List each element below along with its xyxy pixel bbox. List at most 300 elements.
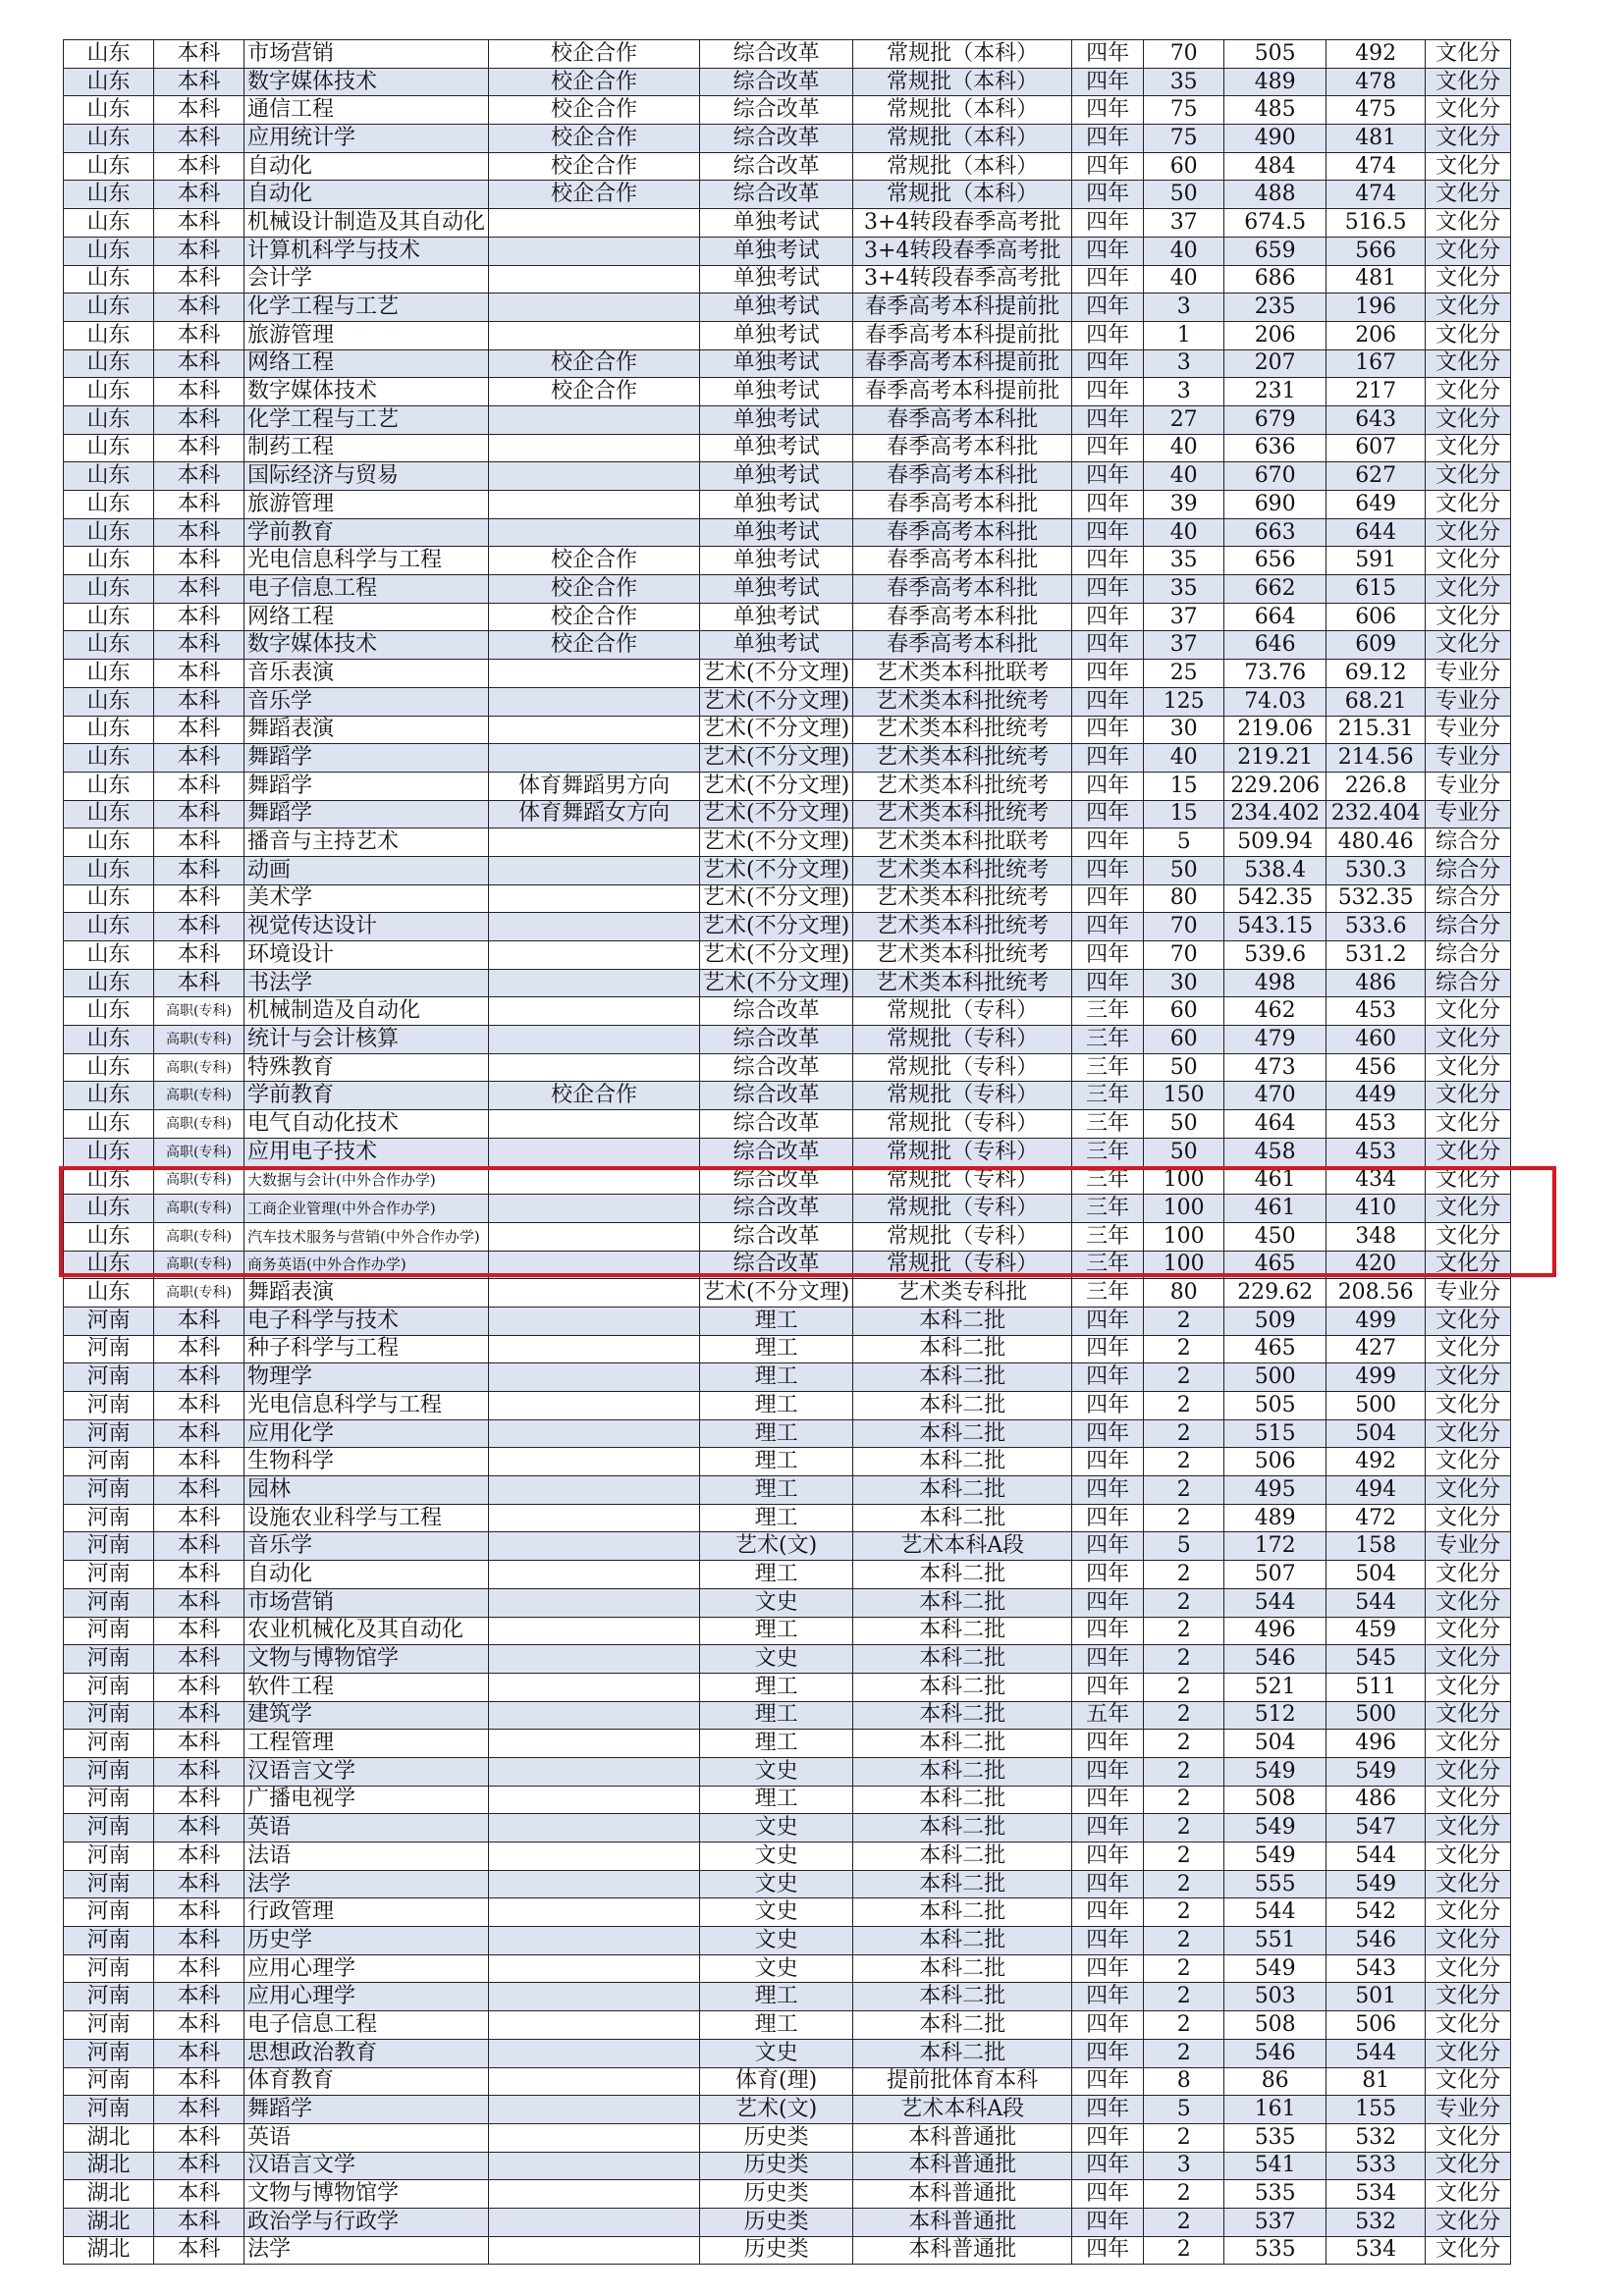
duration-cell: 四年	[1072, 687, 1144, 716]
min-score-cell: 499	[1326, 1307, 1426, 1335]
major-cell: 电子科学与技术	[244, 1307, 489, 1335]
score-type-cell: 文化分	[1426, 1645, 1511, 1674]
batch-cell: 本科普通批	[853, 2152, 1072, 2180]
major-cell: 动画	[244, 856, 489, 884]
duration-cell: 四年	[1072, 1419, 1144, 1448]
score-type-cell: 文化分	[1426, 1898, 1511, 1927]
min-score-cell: 460	[1326, 1026, 1426, 1054]
min-score-cell: 478	[1326, 68, 1426, 96]
min-score-cell: 420	[1326, 1251, 1426, 1279]
category-cell: 综合改革	[700, 1222, 853, 1251]
major-cell: 学前教育	[244, 518, 489, 547]
quota-cell: 2	[1144, 1588, 1224, 1617]
batch-cell: 常规批（专科）	[853, 1166, 1072, 1195]
min-score-cell: 643	[1326, 405, 1426, 434]
quota-cell: 2	[1144, 1814, 1224, 1842]
category-cell: 理工	[700, 1701, 853, 1730]
duration-cell: 四年	[1072, 491, 1144, 519]
category-cell: 综合改革	[700, 1082, 853, 1110]
note-cell	[489, 1786, 700, 1814]
score-type-cell: 文化分	[1426, 2039, 1511, 2067]
score-type-cell: 文化分	[1426, 1673, 1511, 1701]
major-cell: 行政管理	[244, 1898, 489, 1927]
duration-cell: 四年	[1072, 1532, 1144, 1561]
quota-cell: 50	[1144, 181, 1224, 209]
max-score-cell: 498	[1224, 969, 1326, 997]
level-cell: 本科	[154, 152, 244, 181]
quota-cell: 100	[1144, 1195, 1224, 1223]
batch-cell: 常规批（本科）	[853, 181, 1072, 209]
batch-cell: 艺术类本科批统考	[853, 772, 1072, 800]
quota-cell: 40	[1144, 434, 1224, 462]
quota-cell: 2	[1144, 1757, 1224, 1786]
min-score-cell: 486	[1326, 969, 1426, 997]
max-score-cell: 506	[1224, 1448, 1326, 1476]
batch-cell: 常规批（专科）	[853, 1195, 1072, 1223]
score-type-cell: 文化分	[1426, 1307, 1511, 1335]
level-cell: 本科	[154, 1307, 244, 1335]
category-cell: 综合改革	[700, 997, 853, 1026]
duration-cell: 四年	[1072, 1617, 1144, 1645]
major-cell: 数字媒体技术	[244, 68, 489, 96]
category-cell: 理工	[700, 1392, 853, 1420]
max-score-cell: 462	[1224, 997, 1326, 1026]
category-cell: 历史类	[700, 2180, 853, 2209]
note-cell: 校企合作	[489, 68, 700, 96]
score-type-cell: 文化分	[1426, 321, 1511, 349]
batch-cell: 本科二批	[853, 1588, 1072, 1617]
table-row	[64, 1335, 1511, 1363]
max-score-cell: 535	[1224, 2236, 1326, 2265]
batch-cell: 春季高考本科提前批	[853, 294, 1072, 322]
score-type-cell: 文化分	[1426, 1561, 1511, 1589]
max-score-cell: 555	[1224, 1870, 1326, 1898]
batch-cell: 常规批（本科）	[853, 125, 1072, 153]
quota-cell: 3	[1144, 2152, 1224, 2180]
min-score-cell: 196	[1326, 294, 1426, 322]
quota-cell: 3	[1144, 349, 1224, 378]
province-cell: 湖北	[64, 2123, 154, 2152]
quota-cell: 2	[1144, 1335, 1224, 1363]
note-cell: 校企合作	[489, 547, 700, 575]
table-row	[64, 1757, 1511, 1786]
level-cell: 高职(专科)	[154, 1082, 244, 1110]
min-score-cell: 500	[1326, 1392, 1426, 1420]
max-score-cell: 539.6	[1224, 941, 1326, 970]
province-cell: 山东	[64, 1053, 154, 1082]
category-cell: 文史	[700, 1954, 853, 1983]
note-cell	[489, 294, 700, 322]
max-score-cell: 509	[1224, 1307, 1326, 1335]
major-cell: 视觉传达设计	[244, 913, 489, 941]
level-cell: 本科	[154, 1673, 244, 1701]
province-cell: 山东	[64, 1110, 154, 1139]
min-score-cell: 453	[1326, 997, 1426, 1026]
max-score-cell: 219.06	[1224, 716, 1326, 744]
score-type-cell: 综合分	[1426, 941, 1511, 970]
province-cell: 山东	[64, 1026, 154, 1054]
quota-cell: 80	[1144, 884, 1224, 913]
min-score-cell: 456	[1326, 1053, 1426, 1082]
score-type-cell: 文化分	[1426, 1392, 1511, 1420]
quota-cell: 125	[1144, 687, 1224, 716]
level-cell: 高职(专科)	[154, 1138, 244, 1166]
duration-cell: 四年	[1072, 716, 1144, 744]
duration-cell: 四年	[1072, 518, 1144, 547]
min-score-cell: 486	[1326, 1786, 1426, 1814]
min-score-cell: 504	[1326, 1561, 1426, 1589]
major-cell: 统计与会计核算	[244, 1026, 489, 1054]
min-score-cell: 531.2	[1326, 941, 1426, 970]
batch-cell: 春季高考本科批	[853, 491, 1072, 519]
batch-cell: 春季高考本科批	[853, 603, 1072, 631]
note-cell	[489, 1448, 700, 1476]
level-cell: 本科	[154, 913, 244, 941]
note-cell	[489, 884, 700, 913]
min-score-cell: 167	[1326, 349, 1426, 378]
note-cell: 校企合作	[489, 631, 700, 660]
province-cell: 山东	[64, 997, 154, 1026]
score-type-cell: 文化分	[1426, 1082, 1511, 1110]
score-type-cell: 文化分	[1426, 1504, 1511, 1532]
min-score-cell: 215.31	[1326, 716, 1426, 744]
batch-cell: 艺术类专科批	[853, 1279, 1072, 1308]
level-cell: 本科	[154, 772, 244, 800]
level-cell: 本科	[154, 68, 244, 96]
level-cell: 本科	[154, 321, 244, 349]
note-cell: 校企合作	[489, 378, 700, 406]
duration-cell: 四年	[1072, 2067, 1144, 2096]
note-cell	[489, 1053, 700, 1082]
major-cell: 旅游管理	[244, 491, 489, 519]
duration-cell: 四年	[1072, 1476, 1144, 1505]
category-cell: 艺术(不分文理)	[700, 744, 853, 773]
note-cell	[489, 1842, 700, 1871]
batch-cell: 常规批（本科）	[853, 68, 1072, 96]
score-type-cell: 专业分	[1426, 660, 1511, 688]
score-type-cell: 文化分	[1426, 1419, 1511, 1448]
note-cell	[489, 462, 700, 491]
table-row	[64, 1898, 1511, 1927]
table-row	[64, 2123, 1511, 2152]
quota-cell: 27	[1144, 405, 1224, 434]
level-cell: 高职(专科)	[154, 997, 244, 1026]
batch-cell: 春季高考本科批	[853, 631, 1072, 660]
quota-cell: 70	[1144, 913, 1224, 941]
min-score-cell: 544	[1326, 2039, 1426, 2067]
level-cell: 本科	[154, 1898, 244, 1927]
quota-cell: 2	[1144, 1476, 1224, 1505]
level-cell: 本科	[154, 969, 244, 997]
quota-cell: 75	[1144, 96, 1224, 125]
province-cell: 河南	[64, 1954, 154, 1983]
batch-cell: 常规批（专科）	[853, 1222, 1072, 1251]
score-type-cell: 文化分	[1426, 2123, 1511, 2152]
min-score-cell: 549	[1326, 1757, 1426, 1786]
province-cell: 河南	[64, 1363, 154, 1392]
table-row	[64, 1138, 1511, 1166]
score-type-cell: 文化分	[1426, 68, 1511, 96]
note-cell	[489, 660, 700, 688]
batch-cell: 本科二批	[853, 2011, 1072, 2040]
max-score-cell: 470	[1224, 1082, 1326, 1110]
score-type-cell: 综合分	[1426, 856, 1511, 884]
category-cell: 艺术(不分文理)	[700, 969, 853, 997]
category-cell: 理工	[700, 2011, 853, 2040]
batch-cell: 本科二批	[853, 1307, 1072, 1335]
province-cell: 山东	[64, 856, 154, 884]
category-cell: 艺术(不分文理)	[700, 941, 853, 970]
batch-cell: 本科二批	[853, 1898, 1072, 1927]
quota-cell: 70	[1144, 941, 1224, 970]
duration-cell: 四年	[1072, 68, 1144, 96]
table-row	[64, 1110, 1511, 1139]
category-cell: 文史	[700, 1814, 853, 1842]
level-cell: 本科	[154, 716, 244, 744]
province-cell: 山东	[64, 321, 154, 349]
note-cell	[489, 434, 700, 462]
province-cell: 山东	[64, 660, 154, 688]
province-cell: 山东	[64, 491, 154, 519]
max-score-cell: 512	[1224, 1701, 1326, 1730]
level-cell: 本科	[154, 2180, 244, 2209]
category-cell: 综合改革	[700, 1138, 853, 1166]
batch-cell: 本科二批	[853, 1927, 1072, 1955]
note-cell	[489, 321, 700, 349]
score-type-cell: 文化分	[1426, 1870, 1511, 1898]
max-score-cell: 219.21	[1224, 744, 1326, 773]
min-score-cell: 533.6	[1326, 913, 1426, 941]
score-type-cell: 文化分	[1426, 1251, 1511, 1279]
major-cell: 文物与博物馆学	[244, 1645, 489, 1674]
max-score-cell: 86	[1224, 2067, 1326, 2096]
note-cell	[489, 1954, 700, 1983]
province-cell: 河南	[64, 1617, 154, 1645]
max-score-cell: 450	[1224, 1222, 1326, 1251]
batch-cell: 春季高考本科提前批	[853, 378, 1072, 406]
min-score-cell: 481	[1326, 125, 1426, 153]
table-row	[64, 547, 1511, 575]
duration-cell: 四年	[1072, 1561, 1144, 1589]
quota-cell: 8	[1144, 2067, 1224, 2096]
province-cell: 河南	[64, 1419, 154, 1448]
category-cell: 综合改革	[700, 125, 853, 153]
quota-cell: 15	[1144, 800, 1224, 828]
max-score-cell: 541	[1224, 2152, 1326, 2180]
max-score-cell: 488	[1224, 181, 1326, 209]
score-type-cell: 文化分	[1426, 1927, 1511, 1955]
province-cell: 山东	[64, 716, 154, 744]
duration-cell: 四年	[1072, 1954, 1144, 1983]
max-score-cell: 485	[1224, 96, 1326, 125]
category-cell: 艺术(不分文理)	[700, 1279, 853, 1308]
min-score-cell: 499	[1326, 1363, 1426, 1392]
max-score-cell: 542.35	[1224, 884, 1326, 913]
duration-cell: 四年	[1072, 1786, 1144, 1814]
quota-cell: 2	[1144, 2208, 1224, 2236]
duration-cell: 四年	[1072, 2152, 1144, 2180]
min-score-cell: 492	[1326, 40, 1426, 69]
note-cell	[489, 687, 700, 716]
table-row	[64, 1222, 1511, 1251]
table-row	[64, 716, 1511, 744]
quota-cell: 70	[1144, 40, 1224, 69]
min-score-cell: 545	[1326, 1645, 1426, 1674]
batch-cell: 本科二批	[853, 1617, 1072, 1645]
duration-cell: 三年	[1072, 1251, 1144, 1279]
note-cell	[489, 2180, 700, 2209]
quota-cell: 2	[1144, 1504, 1224, 1532]
note-cell	[489, 2011, 700, 2040]
category-cell: 理工	[700, 1561, 853, 1589]
score-type-cell: 文化分	[1426, 2011, 1511, 2040]
max-score-cell: 464	[1224, 1110, 1326, 1139]
score-type-cell: 专业分	[1426, 1279, 1511, 1308]
province-cell: 山东	[64, 96, 154, 125]
score-type-cell: 文化分	[1426, 125, 1511, 153]
province-cell: 山东	[64, 969, 154, 997]
quota-cell: 37	[1144, 209, 1224, 238]
table-row	[64, 744, 1511, 773]
max-score-cell: 549	[1224, 1954, 1326, 1983]
table-row	[64, 884, 1511, 913]
duration-cell: 四年	[1072, 152, 1144, 181]
note-cell: 校企合作	[489, 96, 700, 125]
note-cell	[489, 716, 700, 744]
max-score-cell: 234.402	[1224, 800, 1326, 828]
major-cell: 工程管理	[244, 1730, 489, 1758]
table-row	[64, 941, 1511, 970]
category-cell: 综合改革	[700, 96, 853, 125]
max-score-cell: 544	[1224, 1898, 1326, 1927]
min-score-cell: 453	[1326, 1110, 1426, 1139]
max-score-cell: 535	[1224, 2123, 1326, 2152]
score-type-cell: 文化分	[1426, 1814, 1511, 1842]
quota-cell: 2	[1144, 2180, 1224, 2209]
min-score-cell: 410	[1326, 1195, 1426, 1223]
quota-cell: 40	[1144, 237, 1224, 265]
batch-cell: 艺术类本科批统考	[853, 744, 1072, 773]
duration-cell: 四年	[1072, 1898, 1144, 1927]
max-score-cell: 504	[1224, 1730, 1326, 1758]
score-type-cell: 文化分	[1426, 1842, 1511, 1871]
province-cell: 山东	[64, 1279, 154, 1308]
table-row	[64, 1363, 1511, 1392]
quota-cell: 2	[1144, 2123, 1224, 2152]
table-row	[64, 1195, 1511, 1223]
category-cell: 艺术(不分文理)	[700, 828, 853, 857]
max-score-cell: 479	[1224, 1026, 1326, 1054]
max-score-cell: 509.94	[1224, 828, 1326, 857]
category-cell: 综合改革	[700, 181, 853, 209]
score-type-cell: 文化分	[1426, 1588, 1511, 1617]
category-cell: 艺术(不分文理)	[700, 800, 853, 828]
duration-cell: 四年	[1072, 772, 1144, 800]
major-cell: 设施农业科学与工程	[244, 1504, 489, 1532]
score-type-cell: 文化分	[1426, 547, 1511, 575]
category-cell: 文史	[700, 1927, 853, 1955]
max-score-cell: 646	[1224, 631, 1326, 660]
score-type-cell: 文化分	[1426, 1026, 1511, 1054]
province-cell: 山东	[64, 405, 154, 434]
category-cell: 理工	[700, 1307, 853, 1335]
quota-cell: 75	[1144, 125, 1224, 153]
category-cell: 单独考试	[700, 631, 853, 660]
duration-cell: 四年	[1072, 321, 1144, 349]
duration-cell: 三年	[1072, 1053, 1144, 1082]
min-score-cell: 453	[1326, 1138, 1426, 1166]
duration-cell: 四年	[1072, 349, 1144, 378]
category-cell: 综合改革	[700, 40, 853, 69]
score-type-cell: 文化分	[1426, 265, 1511, 294]
score-type-cell: 文化分	[1426, 518, 1511, 547]
batch-cell: 本科二批	[853, 1561, 1072, 1589]
level-cell: 本科	[154, 941, 244, 970]
note-cell	[489, 1504, 700, 1532]
level-cell: 本科	[154, 209, 244, 238]
level-cell: 本科	[154, 2011, 244, 2040]
quota-cell: 2	[1144, 1954, 1224, 1983]
table-body	[64, 40, 1511, 2265]
province-cell: 河南	[64, 1757, 154, 1786]
major-cell: 商务英语(中外合作办学)	[244, 1251, 489, 1279]
category-cell: 单独考试	[700, 349, 853, 378]
min-score-cell: 547	[1326, 1814, 1426, 1842]
table-row	[64, 1026, 1511, 1054]
duration-cell: 四年	[1072, 2011, 1144, 2040]
level-cell: 本科	[154, 1757, 244, 1786]
level-cell: 本科	[154, 265, 244, 294]
province-cell: 山东	[64, 687, 154, 716]
major-cell: 舞蹈学	[244, 772, 489, 800]
quota-cell: 2	[1144, 2039, 1224, 2067]
score-type-cell: 文化分	[1426, 2208, 1511, 2236]
quota-cell: 60	[1144, 152, 1224, 181]
max-score-cell: 662	[1224, 575, 1326, 604]
duration-cell: 五年	[1072, 1701, 1144, 1730]
note-cell	[489, 856, 700, 884]
batch-cell: 春季高考本科批	[853, 434, 1072, 462]
max-score-cell: 508	[1224, 1786, 1326, 1814]
table-row	[64, 575, 1511, 604]
table-row	[64, 237, 1511, 265]
min-score-cell: 516.5	[1326, 209, 1426, 238]
score-type-cell: 综合分	[1426, 913, 1511, 941]
level-cell: 本科	[154, 1476, 244, 1505]
note-cell	[489, 1927, 700, 1955]
admission-score-table	[63, 39, 1511, 2265]
batch-cell: 提前批体育本科	[853, 2067, 1072, 2096]
quota-cell: 2	[1144, 1448, 1224, 1476]
min-score-cell: 534	[1326, 2236, 1426, 2265]
note-cell	[489, 1392, 700, 1420]
max-score-cell: 74.03	[1224, 687, 1326, 716]
major-cell: 播音与主持艺术	[244, 828, 489, 857]
table-row	[64, 1983, 1511, 2011]
category-cell: 单独考试	[700, 575, 853, 604]
max-score-cell: 674.5	[1224, 209, 1326, 238]
major-cell: 应用化学	[244, 1419, 489, 1448]
category-cell: 艺术(不分文理)	[700, 687, 853, 716]
major-cell: 生物科学	[244, 1448, 489, 1476]
category-cell: 文史	[700, 1645, 853, 1674]
category-cell: 综合改革	[700, 1026, 853, 1054]
category-cell: 综合改革	[700, 1110, 853, 1139]
quota-cell: 40	[1144, 518, 1224, 547]
major-cell: 书法学	[244, 969, 489, 997]
note-cell	[489, 1730, 700, 1758]
table-row	[64, 40, 1511, 69]
